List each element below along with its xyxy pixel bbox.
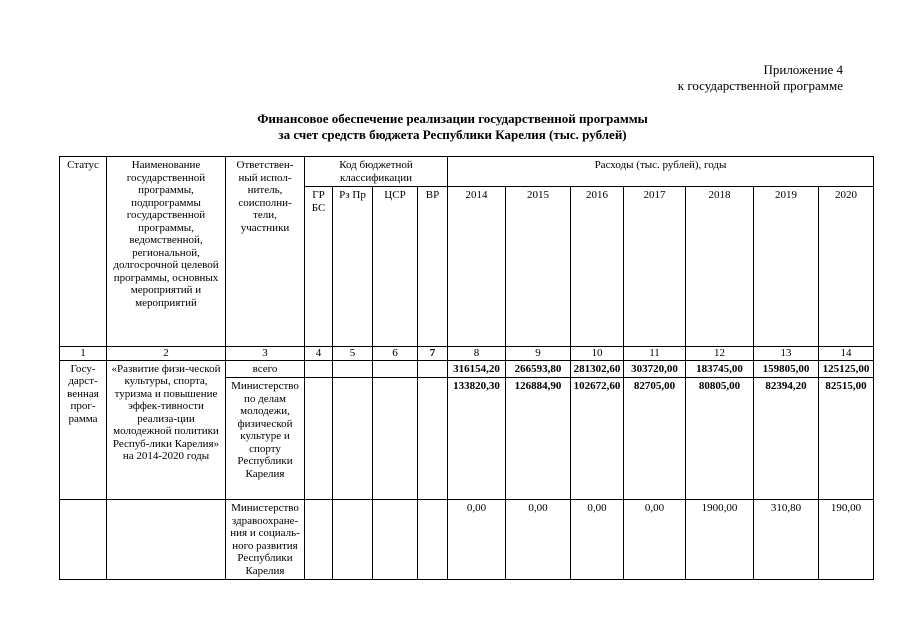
empty-cell <box>373 378 418 500</box>
empty-cell <box>60 500 107 580</box>
header-vr: ВР <box>418 187 448 347</box>
header-year-2019: 2019 <box>754 187 819 347</box>
row-label: Министерство здравоохране-ния и социаль-ного развития Республики Карелия <box>226 500 305 580</box>
header-status: Статус <box>60 157 107 347</box>
empty-cell <box>373 360 418 378</box>
value-cell: 80805,00 <box>686 378 754 500</box>
header-year-2018: 2018 <box>686 187 754 347</box>
row-label: Министерство по делам молодежи, физической культуре и спорту Республики Карелия <box>226 378 305 500</box>
value-cell: 159805,00 <box>754 360 819 378</box>
value-cell: 82515,00 <box>819 378 874 500</box>
empty-cell <box>107 500 226 580</box>
table-row-total <box>60 360 874 378</box>
value-cell: 102672,60 <box>571 378 624 500</box>
header-year-2020: 2020 <box>819 187 874 347</box>
index-cell: 5 <box>333 347 373 361</box>
index-cell: 12 <box>686 347 754 361</box>
appendix-line-1: Приложение 4 <box>763 62 843 77</box>
index-cell: 6 <box>373 347 418 361</box>
program-status: Госу-дарст-венная прог-рамма <box>60 360 107 500</box>
header-year-2015: 2015 <box>506 187 571 347</box>
header-budget-code: Код бюджетной классификации <box>305 157 448 187</box>
row-label: всего <box>226 360 305 378</box>
index-cell: 1 <box>60 347 107 361</box>
index-cell: 4 <box>305 347 333 361</box>
index-cell: 9 <box>506 347 571 361</box>
empty-cell <box>418 500 448 580</box>
budget-table <box>59 156 874 580</box>
index-cell: 7 <box>418 347 448 361</box>
value-cell: 281302,60 <box>571 360 624 378</box>
value-cell: 183745,00 <box>686 360 754 378</box>
value-cell: 0,00 <box>448 500 506 580</box>
document-title <box>0 111 905 143</box>
value-cell: 0,00 <box>571 500 624 580</box>
index-cell: 11 <box>624 347 686 361</box>
value-cell: 1900,00 <box>686 500 754 580</box>
value-cell: 82705,00 <box>624 378 686 500</box>
index-cell: 2 <box>107 347 226 361</box>
value-cell: 0,00 <box>624 500 686 580</box>
value-cell: 0,00 <box>506 500 571 580</box>
empty-cell <box>333 378 373 500</box>
empty-cell <box>305 378 333 500</box>
empty-cell <box>333 360 373 378</box>
value-cell: 303720,00 <box>624 360 686 378</box>
header-name: Наименование государственной программы, подпрограммы государственной программы, ведомственной, региональной, долгосрочной целевой программы, основных мероприятий и мероприятий <box>107 157 226 347</box>
index-cell: 10 <box>571 347 624 361</box>
header-expenses: Расходы (тыс. рублей), годы <box>448 157 874 187</box>
table-row-ministry-health <box>60 500 874 580</box>
value-cell: 133820,30 <box>448 378 506 500</box>
header-csr: ЦСР <box>373 187 418 347</box>
empty-cell <box>305 500 333 580</box>
header-rzpr: Рз Пр <box>333 187 373 347</box>
empty-cell <box>418 360 448 378</box>
index-cell: 13 <box>754 347 819 361</box>
title-line-1: Финансовое обеспечение реализации государственной программы <box>257 111 648 126</box>
value-cell: 266593,80 <box>506 360 571 378</box>
header-year-2017: 2017 <box>624 187 686 347</box>
value-cell: 310,80 <box>754 500 819 580</box>
empty-cell <box>305 360 333 378</box>
program-name: «Развитие физи-ческой культуры, спорта, туризма и повышение эффек-тивности реализа-ции молодежной политики Респуб-лики Карелия» на 2014-2020 годы <box>107 360 226 500</box>
header-responsible: Ответствен-ный испол-нитель, соисполни-тели, участники <box>226 157 305 347</box>
column-index-row <box>60 347 874 361</box>
index-cell: 3 <box>226 347 305 361</box>
index-cell: 14 <box>819 347 874 361</box>
header-year-2014: 2014 <box>448 187 506 347</box>
empty-cell <box>373 500 418 580</box>
empty-cell <box>333 500 373 580</box>
appendix-line-2: к государственной программе <box>677 78 843 93</box>
value-cell: 82394,20 <box>754 378 819 500</box>
value-cell: 126884,90 <box>506 378 571 500</box>
empty-cell <box>418 378 448 500</box>
value-cell: 190,00 <box>819 500 874 580</box>
value-cell: 125125,00 <box>819 360 874 378</box>
header-grbs: ГР БС <box>305 187 333 347</box>
header-row-1 <box>60 157 874 187</box>
appendix-label <box>678 62 843 94</box>
title-line-2: за счет средств бюджета Республики Карелия (тыс. рублей) <box>278 127 627 142</box>
header-year-2016: 2016 <box>571 187 624 347</box>
value-cell: 316154,20 <box>448 360 506 378</box>
index-cell: 8 <box>448 347 506 361</box>
